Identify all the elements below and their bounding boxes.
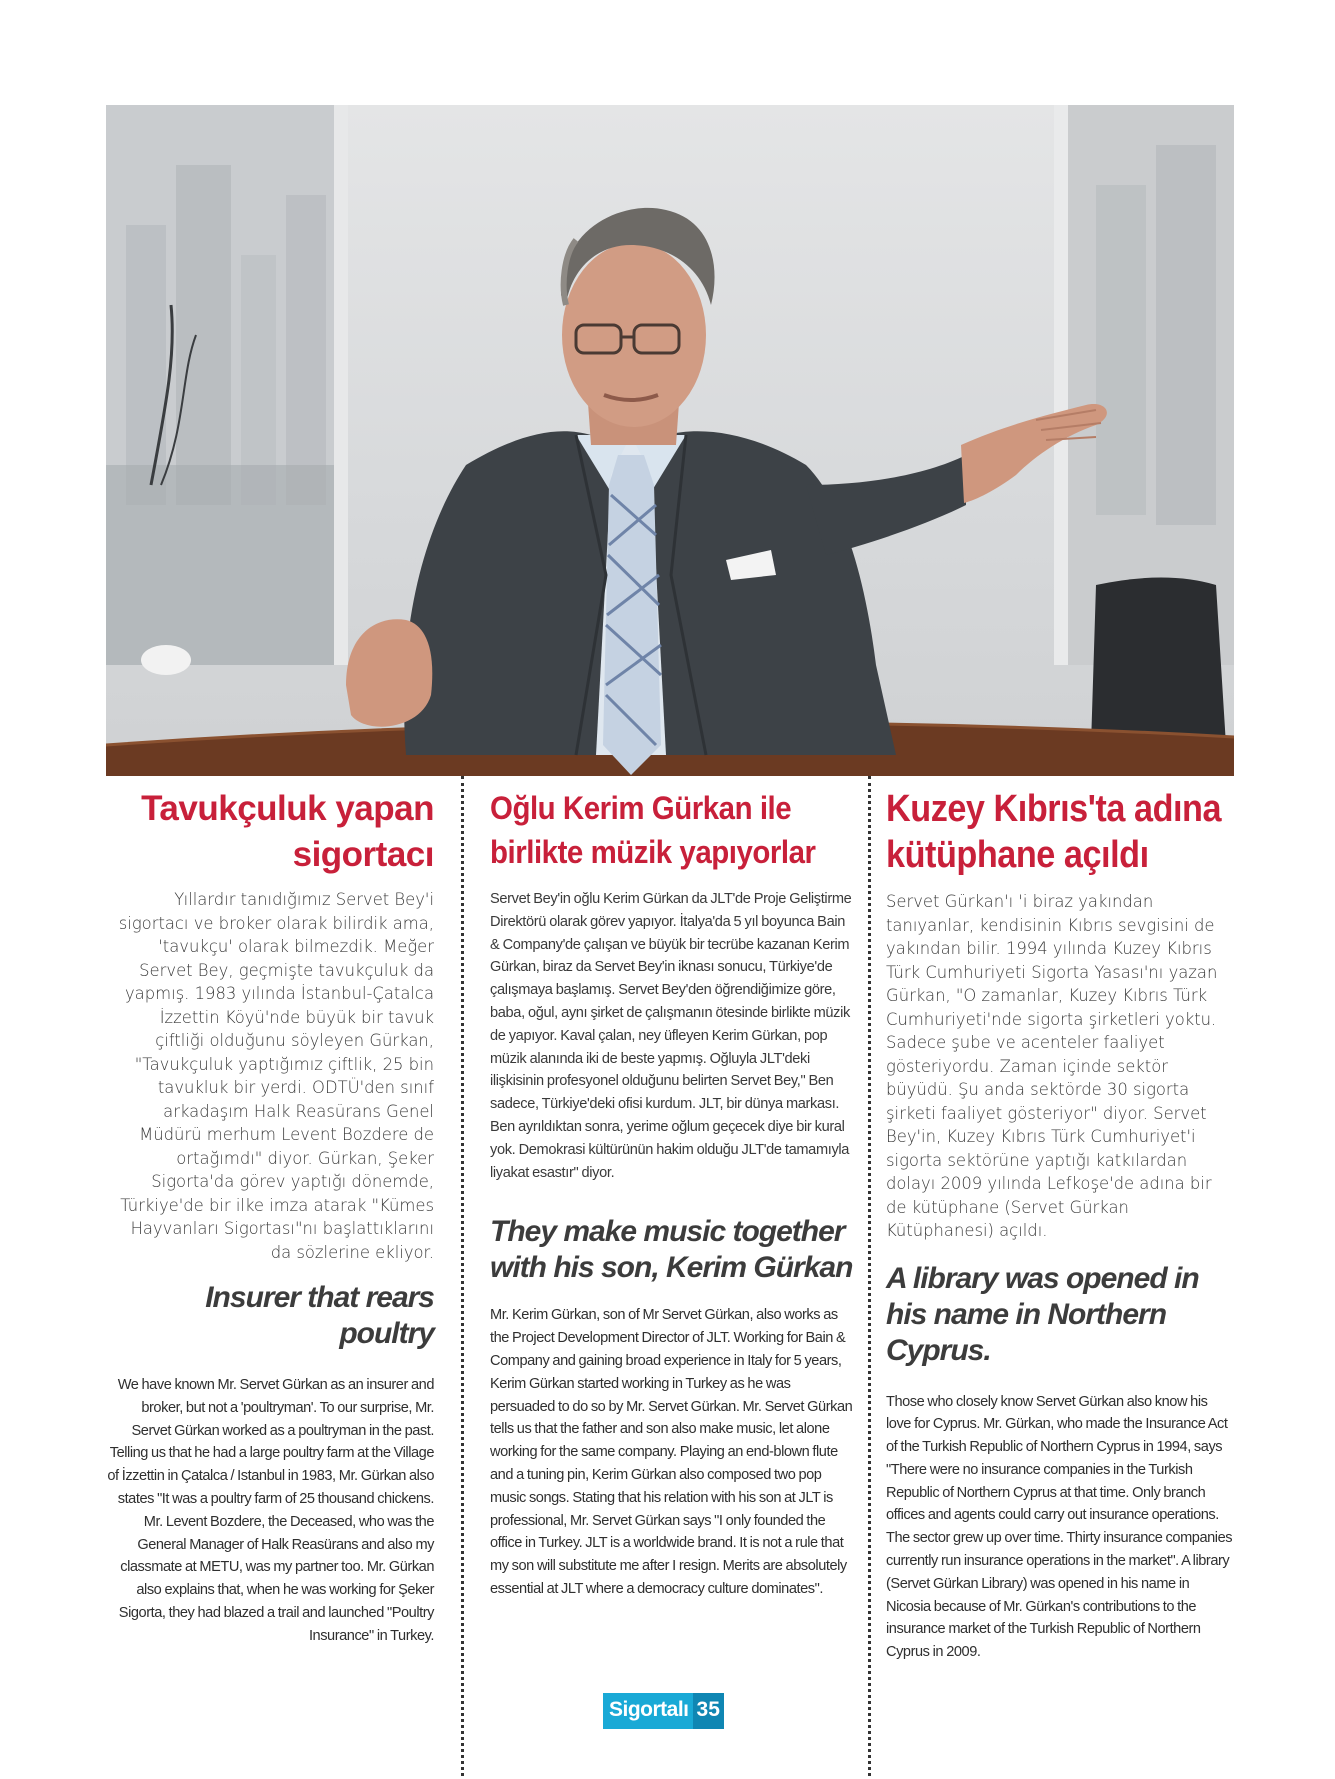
headline-en-poultry: Insurer that rears poultry [205, 1281, 434, 1350]
column-divider-2 [868, 776, 871, 1776]
body-en-music: Mr. Kerim Gürkan, son of Mr Servet Gürkan, also works as the Project Development Director of JLT. Working for Bain & Company and gaining broad experience in Italy for 5 years, Kerim Gürkan started working in Turkey as he was persuaded to do so by Mr. Servet Gürkan. Mr. Servet Gürkan tells us that the father and son also make music, let alone working for the same company. Playing an end-blown flute and a tuning pin, Kerim Gürkan also composed two pop music songs. Stating that his relation with his son at JLT is professional, Mr. Servet Gürkan says "I only founded the office in Turkey. JLT is a worldwide brand. It is not a rule that my son will substitute me after I resign. Merits are absolutely essential at JLT where a democracy culture dominates". [490, 1307, 853, 1597]
body-en-poultry: We have known Mr. Servet Gürkan as an insurer and broker, but not a 'poultryman'. To our surprise, Mr. Servet Gürkan worked as a poultryman in the past. Telling us that he had a large poultry farm at the Village of İzzettin in Çatalca / Istanbul in 1983, Mr. Gürkan also states "It was a poultry farm of 25 thousand chickens. Mr. Levent Bozdere, the Deceased, who was the General Manager of Halk Reasürans and also my classmate at METU, was my partner too. Mr. Gürkan also explains that, when he was working for Şeker Sigorta, they had blazed a trail and launched "Poultry Insurance" in Turkey. [107, 1377, 434, 1644]
column-divider-1 [461, 776, 464, 1776]
page-number: 35 [693, 1693, 724, 1729]
magazine-name: Sigortalı [603, 1693, 693, 1729]
body-tr-music: Servet Bey'in oğlu Kerim Gürkan da JLT'de Proje Geliştirme Direktörü olarak görev yapıyor. İtalya'da 5 yıl boyunca Bain & Company'de çalışan ve büyük bir tecrübe kazanan Kerim Gürkan, biraz da Servet Bey'in iknası sonucu, Türkiye'de çalışmaya başlamış. Servet Bey'den öğrendiğimize göre, baba, oğul, aynı şirket de çalışmanın ötesinde birlikte müzik de yapıyor. Kaval çalan, ney üfleyen Kerim Gürkan, pop müzik alanında iki de beste yapmış. Oğluyla JLT'deki ilişkisinin profesyonel olduğunu belirten Servet Bey," Ben sadece, Türkiye'deki ofisi kurdum. JLT, bir dünya markası. Ben ayrıldıktan sonra, yerime oğlum geçecek diye bir kural yok. Demokrasi kültürünün hakim olduğu JLT'de tamamıyla liyakat esastır" diyor. [490, 891, 852, 1181]
feature-photo [106, 105, 1234, 776]
headline-tr-library: Kuzey Kıbrıs'ta adına kütüphane açıldı [886, 788, 1222, 876]
column-library [886, 786, 1234, 1664]
column-poultry [106, 786, 434, 1648]
body-tr-poultry: Yıllardır tanıdığımız Servet Bey'i sigortacı ve broker olarak bilirdik ama, 'tavukçu' olarak bilmezdik. Meğer Servet Bey, geçmişte tavukçuluk da yapmış. 1983 yılında İstanbul-Çatalca İzzettin Köyü'nde büyük bir tavuk çiftliği olduğunu söyleyen Gürkan, "Tavukçuluk yaptığımız çiftlik, 25 bin tavukluk bir yerdi. ODTÜ'den sınıf arkadaşım Halk Reasürans Genel Müdürü merhum Levent Bozdere de ortağımdı" diyor. Gürkan, Şeker Sigorta'da görev yaptığı dönemde, Türkiye'de bir ilke imza atarak "Kümes Hayvanları Sigortası"nı başlattıklarını da sözlerine ekliyor. [118, 890, 434, 1262]
column-music [490, 786, 855, 1601]
headline-en-music: They make music together with his son, Kerim Gürkan [490, 1215, 853, 1285]
page-badge [603, 1693, 724, 1729]
headline-en-library: A library was opened in his name in Northern Cyprus. [886, 1261, 1199, 1367]
body-tr-library: Servet Gürkan'ı 'i biraz yakından tanıyanlar, kendisinin Kıbrıs sevgisini de yakından bilir. 1994 yılında Kuzey Kıbrıs Türk Cumhuriyeti Sigorta Yasası'nı yazan Gürkan, "O zamanlar, Kuzey Kıbrıs Türk Cumhuriyeti'nde sigorta şirketleri yoktu. Sadece şube ve acenteler faaliyet gösteriyordu. Zaman içinde sektör büyüdü. Şu anda sektörde 30 sigorta şirketi faaliyet gösteriyor" diyor. Servet Bey'in, Kuzey Kıbrıs Türk Cumhuriyet'i sigorta sektörüne yaptığı katkılardan dolayı 2009 yılında Lefkoşe'de adına bir de kütüphane (Servet Gürkan Kütüphanesi) açıldı. [886, 892, 1218, 1240]
headline-tr-music: Oğlu Kerim Gürkan ile birlikte müzik yapıyorlar [490, 790, 816, 870]
body-en-library: Those who closely know Servet Gürkan also know his love for Cyprus. Mr. Gürkan, who made the Insurance Act of the Turkish Republic of Northern Cyprus in 1994, says "There were no insurance companies in the Turkish Republic of Northern Cyprus at that time. Only branch offices and agents could carry out insurance operations. The sector grew up over time. Thirty insurance companies currently run insurance operations in the market". A library (Servet Gürkan Library) was opened in his name in Nicosia because of Mr. Gürkan's contributions to the insurance market of the Turkish Republic of Northern Cyprus in 2009. [886, 1393, 1233, 1661]
headline-tr-poultry: Tavukçuluk yapan sigortacı [141, 789, 434, 874]
